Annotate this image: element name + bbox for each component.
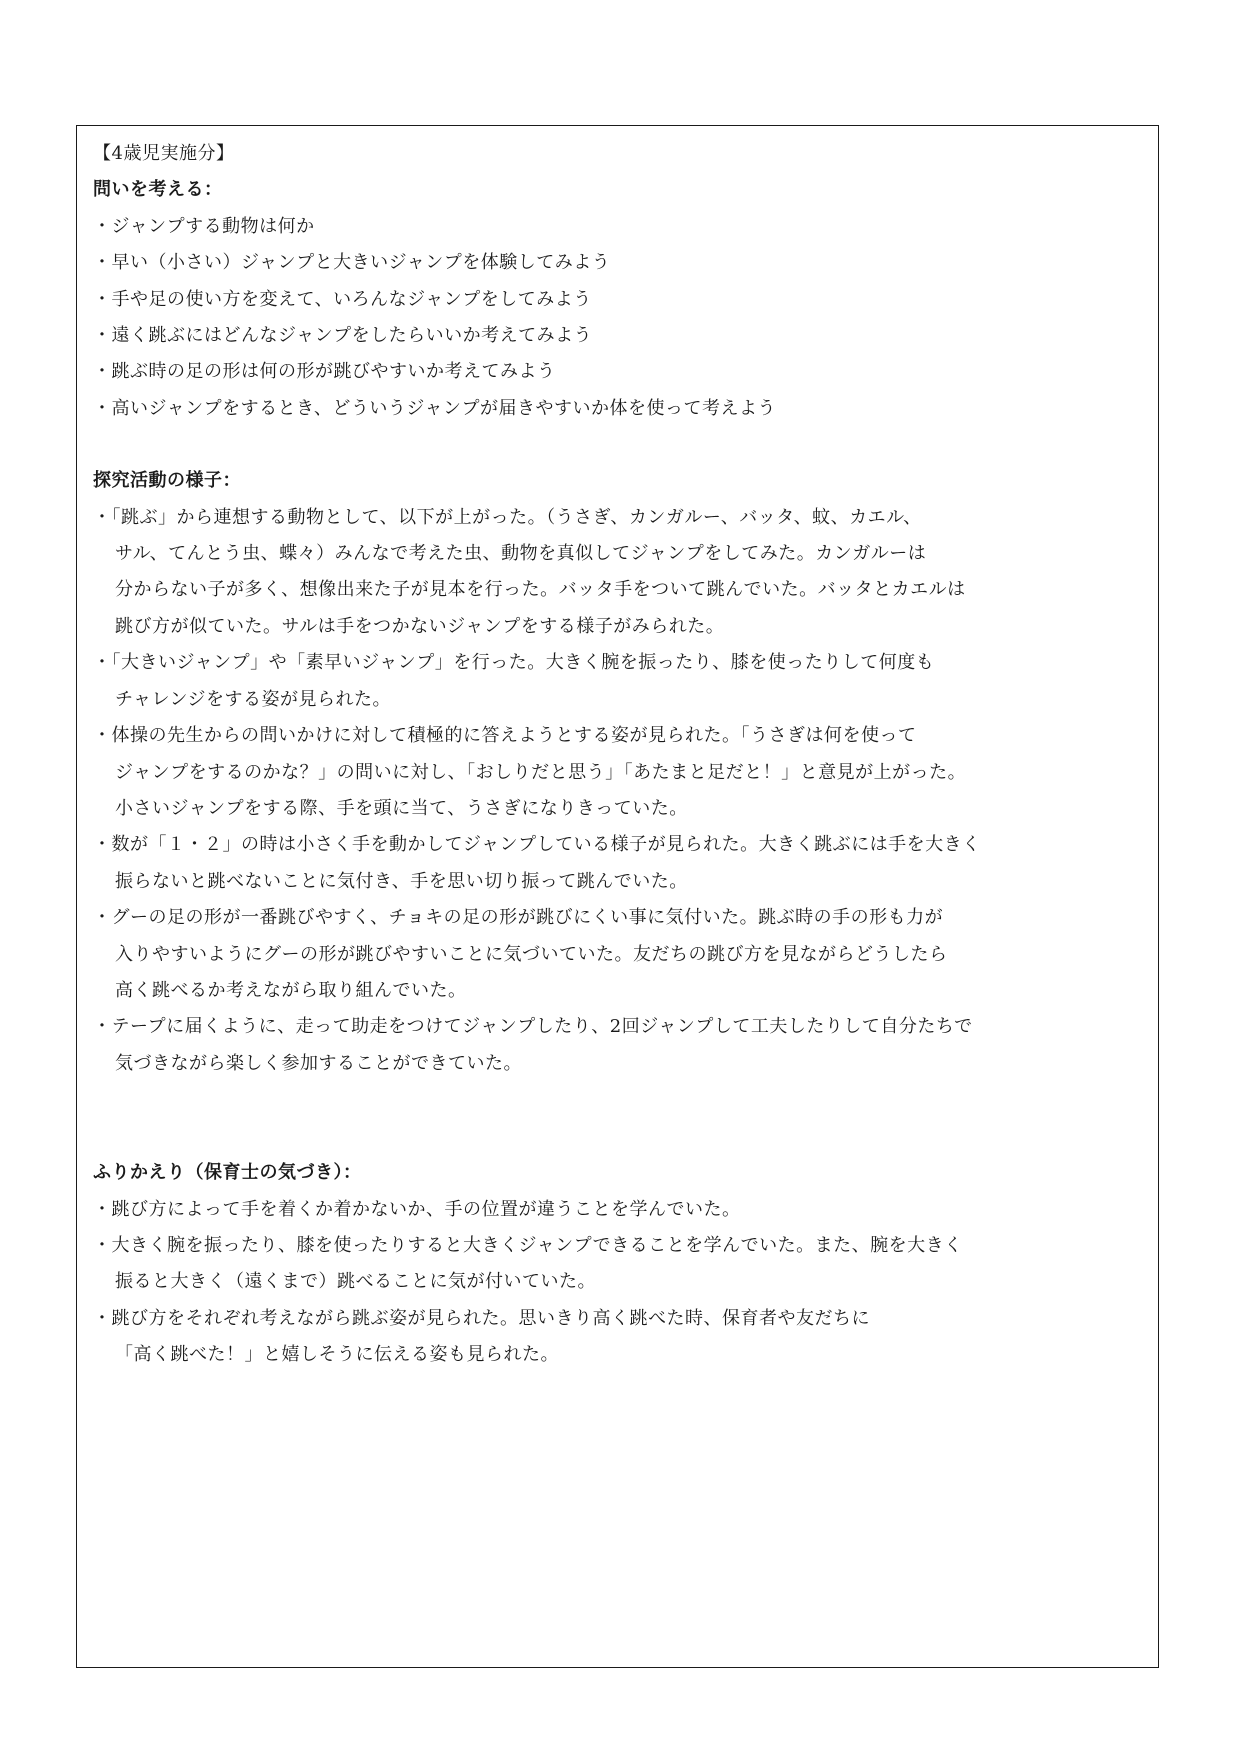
activity-line: ・グーの足の形が一番跳びやすく、チョキの足の形が跳びにくい事に気付いた。跳ぶ時の手の形も力が <box>93 907 944 929</box>
activity-line: ジャンプをするのかな？」の問いに対し、「おしりだと思う」「あたまと足だと！」と意見が上がった。 <box>115 761 967 783</box>
question-item: ・手や足の使い方を変えて、いろんなジャンプをしてみよう <box>93 288 592 310</box>
activity-item <box>93 900 1148 1009</box>
reflection-line: ・大きく腕を振ったり、膝を使ったりすると大きくジャンプできることを学んでいた。また、腕を大きく <box>93 1234 963 1256</box>
spacer <box>93 1082 1148 1155</box>
activity-item <box>93 1009 1148 1082</box>
report-content <box>93 136 1148 1374</box>
activity-item <box>93 827 1148 900</box>
activity-line: ・「跳ぶ」から連想する動物として、以下が上がった。（うさぎ、カンガルー、バッタ、蚊、カエル、 <box>93 506 922 528</box>
activity-line: ・「大きいジャンプ」や「素早いジャンプ」を行った。大きく腕を振ったり、膝を使ったりして何度も <box>93 652 935 674</box>
reflection-line: ・跳び方によって手を着くか着かないか、手の位置が違うことを学んでいた。 <box>93 1198 741 1220</box>
spacer <box>93 427 1148 463</box>
activity-heading: 探究活動の様子： <box>93 470 241 492</box>
activity-line: 小さいジャンプをする際、手を頭に当て、うさぎになりきっていた。 <box>115 797 688 819</box>
activity-line: 跳び方が似ていた。サルは手をつかないジャンプをする様子がみられた。 <box>115 615 725 637</box>
activity-line: チャレンジをする姿が見られた。 <box>115 688 392 710</box>
reflection-item <box>93 1228 1148 1301</box>
activity-line: 気づきながら楽しく参加することができていた。 <box>115 1052 522 1074</box>
question-item: ・早い（小さい）ジャンプと大きいジャンプを体験してみよう <box>93 252 611 274</box>
reflection-line: 「高く跳べた！」と嬉しそうに伝える姿も見られた。 <box>115 1344 559 1366</box>
activity-line: ・体操の先生からの問いかけに対して積極的に答えようとする姿が見られた。「うさぎは何を使って <box>93 725 917 747</box>
activity-line: 入りやすいようにグーの形が跳びやすいことに気づいていた。友だちの跳び方を見ながらどうしたら <box>115 943 948 965</box>
questions-heading: 問いを考える： <box>93 179 223 201</box>
section-title: 【4歳児実施分】 <box>93 143 235 164</box>
activity-line: ・テープに届くように、走って助走をつけてジャンプしたり、2回ジャンプして工夫したりして自分たちで <box>93 1016 973 1038</box>
question-item: ・高いジャンプをするとき、どういうジャンプが届きやすいか体を使って考えよう <box>93 397 777 419</box>
reflection-heading: ふりかえり（保育士の気づき）： <box>93 1162 362 1184</box>
activity-line: 振らないと跳べないことに気付き、手を思い切り振って跳んでいた。 <box>115 870 688 892</box>
question-item: ・ジャンプする動物は何か <box>93 215 315 237</box>
activity-line: ・数が「１・２」の時は小さく手を動かしてジャンプしている様子が見られた。大きく跳ぶには手を大きく <box>93 834 981 856</box>
activity-line: サル、てんとう虫、蝶々）みんなで考えた虫、動物を真似してジャンプをしてみた。カンガルーは <box>115 543 927 565</box>
activity-item <box>93 500 1148 646</box>
activity-line: 高く跳べるか考えながら取り組んでいた。 <box>115 979 467 1001</box>
reflection-line: 振ると大きく（遠くまで）跳べることに気が付いていた。 <box>115 1271 596 1293</box>
reflection-item <box>93 1192 1148 1228</box>
activity-item <box>93 718 1148 827</box>
question-item: ・遠く跳ぶにはどんなジャンプをしたらいいか考えてみよう <box>93 325 593 347</box>
report-frame <box>76 125 1159 1668</box>
reflection-item <box>93 1301 1148 1374</box>
question-item: ・跳ぶ時の足の形は何の形が跳びやすいか考えてみよう <box>93 361 556 383</box>
activity-item <box>93 645 1148 718</box>
activity-line: 分からない子が多く、想像出来た子が見本を行った。バッタ手をついて跳んでいた。バッタとカエルは <box>115 579 966 601</box>
reflection-line: ・跳び方をそれぞれ考えながら跳ぶ姿が見られた。思いきり高く跳べた時、保育者や友だちに <box>93 1307 870 1329</box>
